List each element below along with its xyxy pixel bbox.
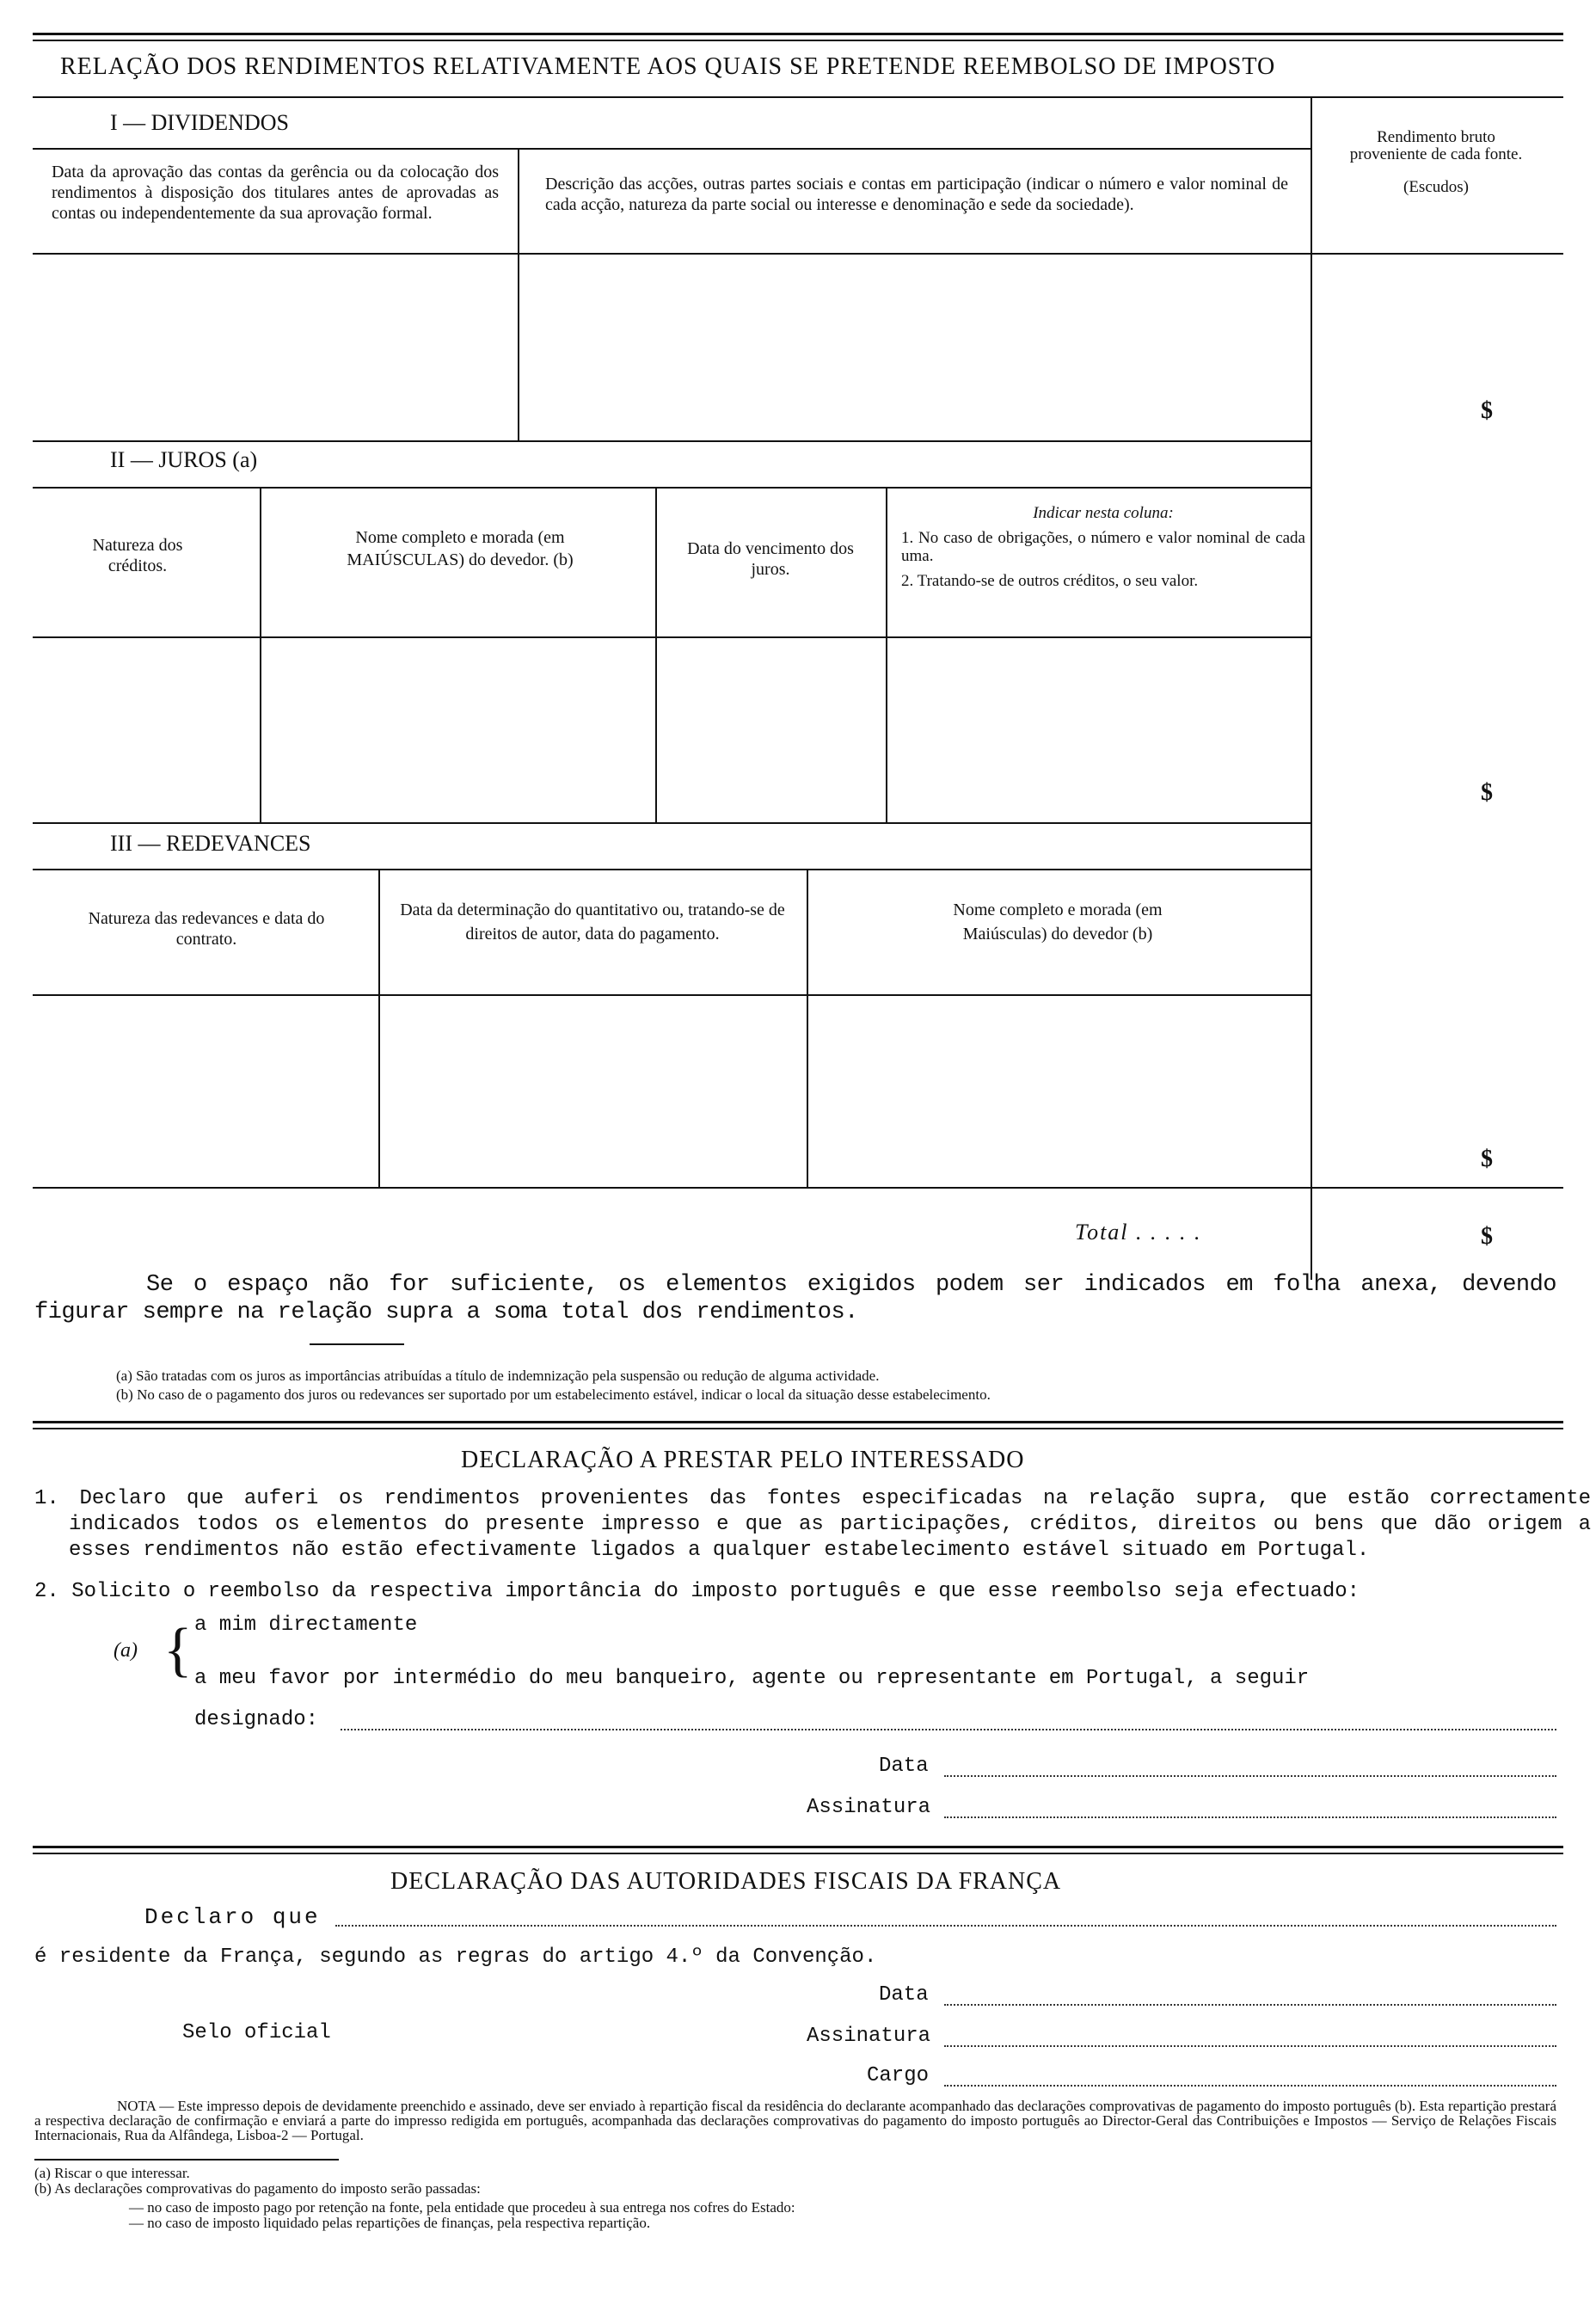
section3-end-rule — [33, 1187, 1563, 1189]
declaration1-item2: 2. Solicito o reembolso da respectiva importância do imposto português e que esse reembolso seja efectuado: — [34, 1580, 1360, 1603]
footnote-b: (b) No caso de o pagamento dos juros ou redevances ser suportado por um estabelecimento estável, indicar o local da situação desse estabelecimento. — [116, 1386, 991, 1403]
section1-header-rule — [33, 253, 1311, 255]
option-directly[interactable]: a mim directamente — [194, 1614, 418, 1637]
juros-col-natureza-header: Natureza dos créditos. — [92, 536, 183, 575]
declaration2-top-rule-2 — [33, 1853, 1563, 1854]
total-label: Total . . . . . — [1075, 1220, 1202, 1245]
section3-title-rule — [33, 869, 1311, 870]
cargo-field[interactable] — [944, 2085, 1556, 2087]
top-rule-2 — [33, 40, 1563, 41]
title-rule — [33, 96, 1563, 98]
footnote-separator — [310, 1343, 404, 1345]
option-via-representative[interactable]: a meu favor por intermédio do meu banqueiro, agente ou representante em Portugal, a seguir — [194, 1667, 1310, 1690]
final-footnote-b1: — no caso de imposto pago por retenção na fonte, pela entidade que procedeu à sua entrega nos cofres do Estado: — [129, 2199, 795, 2216]
section2-col-divider-3 — [886, 487, 887, 822]
footnote-a: (a) São tratadas com os juros as importâncias atribuídas a título de indemnização pela suspensão ou redução de alguma actividade. — [116, 1368, 880, 1384]
section-dividendos-title: I — DIVIDENDOS — [110, 110, 289, 135]
section2-title-rule — [33, 487, 1311, 489]
section2-col-divider-1 — [260, 487, 261, 822]
declaro-que-field[interactable] — [335, 1925, 1556, 1927]
section3-header-rule — [33, 994, 1311, 996]
section3-col-divider-1 — [378, 869, 380, 1187]
final-footnote-separator — [34, 2159, 339, 2161]
section3-col-divider-2 — [807, 869, 808, 1187]
section1-col-divider — [518, 148, 519, 440]
declaration1-item1: 1. Declaro que auferi os rendimentos provenientes das fontes especificadas na relação supra, que estão correctamente indicados todos os elementos do presente impresso e que as participações, créditos, direitos ou bens que dão origem a esses rendimentos não estão efectivamente ligados a qualquer estabelecimento estável situado em Portugal. — [34, 1487, 1591, 1562]
right-column-border — [1311, 96, 1312, 1280]
declaration1-top-rule-2 — [33, 1428, 1563, 1429]
section-juros-title: II — JUROS (a) — [110, 447, 258, 472]
declaration1-assinatura-field[interactable] — [944, 1816, 1556, 1818]
dividendos-col-description-header: Descrição das acções, outras partes sociais e contas em participação (indicar o número e valor nominal de cada acção, natureza da parte social ou interesse e denominação e sede da sociedade). — [545, 175, 1288, 214]
designado-field[interactable] — [341, 1729, 1556, 1730]
section2-col-divider-2 — [655, 487, 657, 822]
declaration2-title: DECLARAÇÃO DAS AUTORIDADES FISCAIS DA FRANÇA — [390, 1868, 1062, 1895]
juros-col-indicar-header: Indicar nesta coluna: 1. No caso de obrigações, o número e valor nominal de cada uma. 2. Tratando-se de outros créditos, o seu valor. — [901, 504, 1305, 590]
declaration1-data-field[interactable] — [944, 1775, 1556, 1777]
juros-currency-symbol: $ — [1481, 779, 1493, 806]
option-marker: (a) — [114, 1639, 138, 1662]
redevances-col-data-header: Data da determinação do quantitativo ou, tratando-se de direitos de autor, data do pagamento. — [400, 900, 785, 944]
final-footnote-a: (a) Riscar o que interessar. — [34, 2165, 190, 2181]
nota-paragraph: NOTA — Este impresso depois de devidamente preenchido e assinado, deve ser enviado à repartição fiscal da residência do declarante acompanhado das declarações comprovativas de pagamento do imposto português (b). Esta repartição prestará a respectiva declaração de confirmação e enviará a parte do impresso redigida em português, acompanhada das declarações comprovativas do pagamento do imposto português ao Director-Geral das Contribuições e Impostos — Serviço de Relações Fiscais Internacionais, Rua da Alfândega, Lisboa-2 — Portugal. — [34, 2098, 1556, 2143]
redevances-col-natureza-header: Natureza das redevances e data do contrato. — [88, 909, 325, 949]
space-note: Se o espaço não for suficiente, os elementos exigidos podem ser indicados em folha anexa, devendo figurar sempre na relação supra a soma total dos rendimentos. — [34, 1272, 1556, 1325]
declaration2-top-rule — [33, 1846, 1563, 1848]
dividendos-col-date-header: Data da aprovação das contas da gerência ou da colocação dos rendimentos à disposição dos titulares antes de aprovadas as contas ou independentemente da sua aprovação formal. — [52, 163, 499, 223]
declaration1-assinatura-label: Assinatura — [807, 1796, 931, 1819]
section1-end-rule — [33, 440, 1311, 442]
selo-oficial-label: Selo oficial — [182, 2021, 331, 2044]
form-title: RELAÇÃO DOS RENDIMENTOS RELATIVAMENTE AOS QUAIS SE PRETENDE REEMBOLSO DE IMPOSTO — [60, 53, 1276, 80]
dividendos-currency-symbol: $ — [1481, 397, 1493, 424]
final-footnote-b: (b) As declarações comprovativas do pagamento do imposto serão passadas: — [34, 2180, 481, 2197]
declaration2-data-label: Data — [879, 1983, 929, 2007]
total-currency-symbol: $ — [1481, 1223, 1493, 1250]
declaration1-data-label: Data — [879, 1755, 929, 1778]
section2-end-rule — [33, 822, 1311, 824]
section-redevances-title: III — REDEVANCES — [110, 831, 311, 856]
declaration2-assinatura-field[interactable] — [944, 2045, 1556, 2047]
section1-title-rule — [33, 148, 1311, 150]
top-rule — [33, 33, 1563, 35]
designado-label: designado: — [194, 1708, 319, 1731]
declaration1-top-rule — [33, 1421, 1563, 1423]
juros-col-data-header: Data do vencimento dos juros. — [687, 539, 854, 579]
declaration1-title: DECLARAÇÃO A PRESTAR PELO INTERESSADO — [461, 1447, 1025, 1473]
cargo-label: Cargo — [867, 2064, 930, 2087]
section2-header-rule — [33, 636, 1311, 638]
residente-text: é residente da França, segundo as regras do artigo 4.º da Convenção. — [34, 1945, 877, 1969]
redevances-currency-symbol: $ — [1481, 1146, 1493, 1172]
redevances-col-nome-header: Nome completo e morada (em Maiúsculas) do devedor (b) — [953, 900, 1163, 944]
juros-col-nome-header: Nome completo e morada (em MAIÚSCULAS) do devedor. (b) — [347, 528, 574, 569]
right-header-rule — [1311, 253, 1563, 255]
final-footnote-b2: — no caso de imposto liquidado pelas repartições de finanças, pela respectiva repartição. — [129, 2215, 651, 2231]
declaro-que-label: Declaro que — [144, 1904, 321, 1930]
right-column-header: Rendimento bruto proveniente de cada fonte. (Escudos) — [1349, 128, 1523, 196]
option-brace: { — [163, 1617, 193, 1683]
declaration2-data-field[interactable] — [944, 2004, 1556, 2006]
declaration2-assinatura-label: Assinatura — [807, 2025, 931, 2048]
